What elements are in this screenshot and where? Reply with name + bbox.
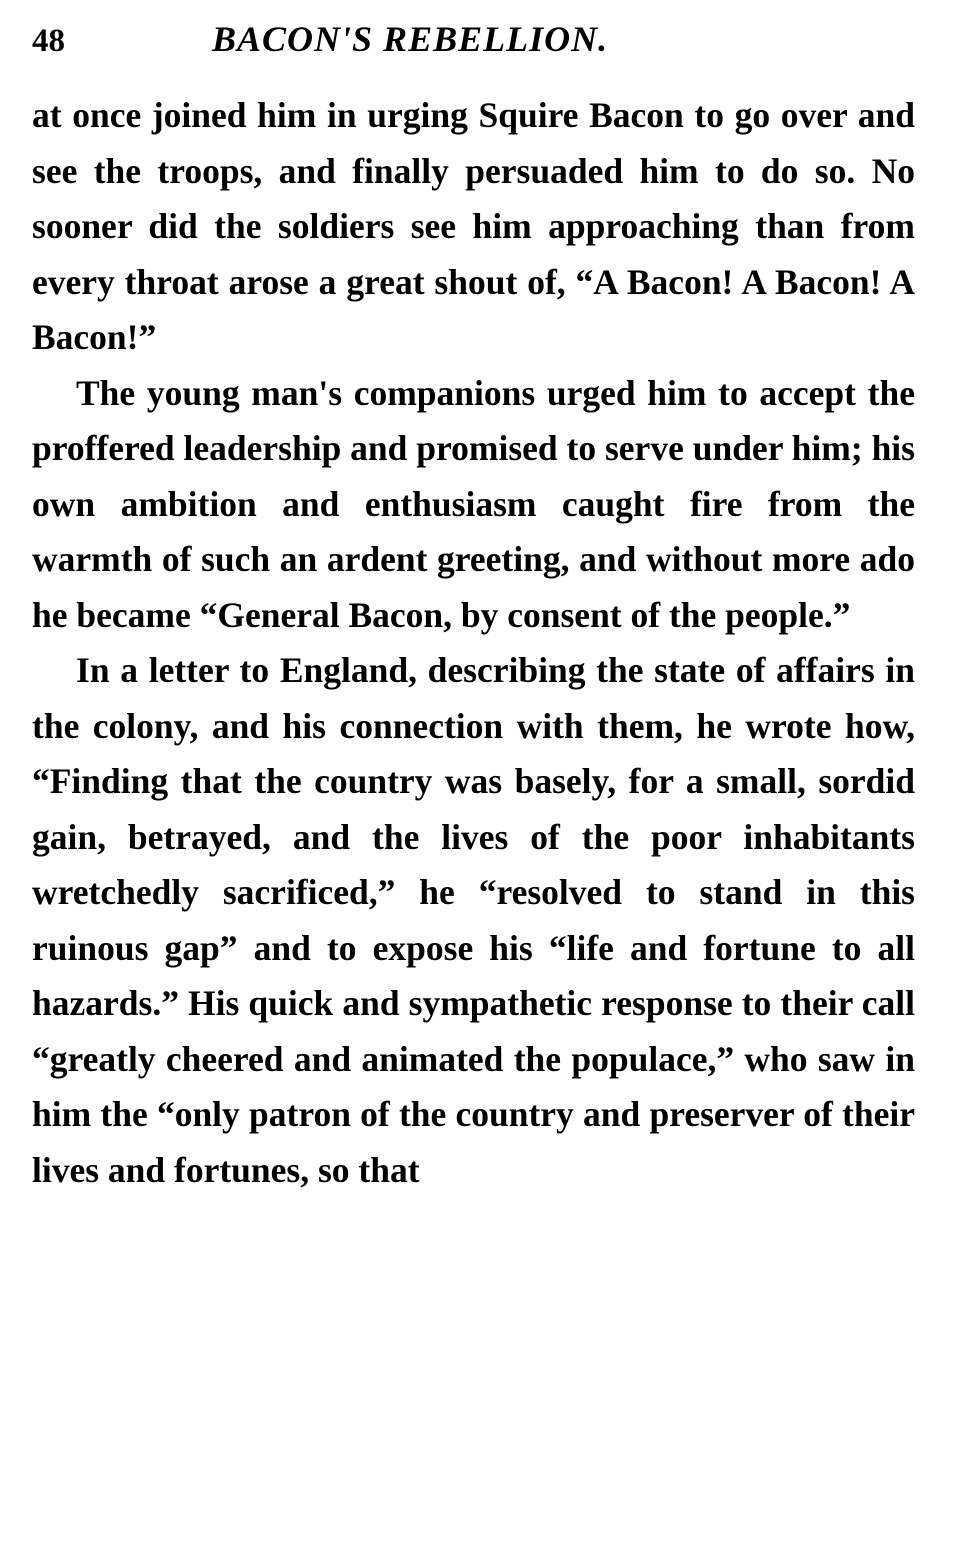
running-head: BACON'S REBELLION. [212, 19, 609, 59]
page-header [30, 18, 923, 78]
page-number: 48 [32, 23, 65, 59]
paragraph: at once joined him in urging Squire Bacon to go over and see the troops, and finally persuaded him to do so. No sooner did the soldiers see him approaching than from every throat arose a great shout of, “A Bacon! A Bacon! A Bacon!” [32, 95, 915, 357]
page-body [30, 88, 923, 1198]
paragraph: In a letter to England, describing the state of affairs in the colony, and his connection with them, he wrote how, “Finding that the country was basely, for a small, sordid gain, betrayed, and the lives of the poor inhabitants wretchedly sacrificed,” he “resolved to stand in this ruinous gap” and to expose his “life and fortune to all hazards.” His quick and sympathetic response to their call “greatly cheered and animated the populace,” who saw in him the “only patron of the country and preserver of their lives and fortunes, so that [32, 650, 915, 1190]
paragraph: The young man's companions urged him to accept the proffered leadership and promised to serve under him; his own ambition and enthusiasm caught fire from the warmth of such an ardent greeting, and without more ado he became “General Bacon, by consent of the people.” [32, 372, 915, 635]
